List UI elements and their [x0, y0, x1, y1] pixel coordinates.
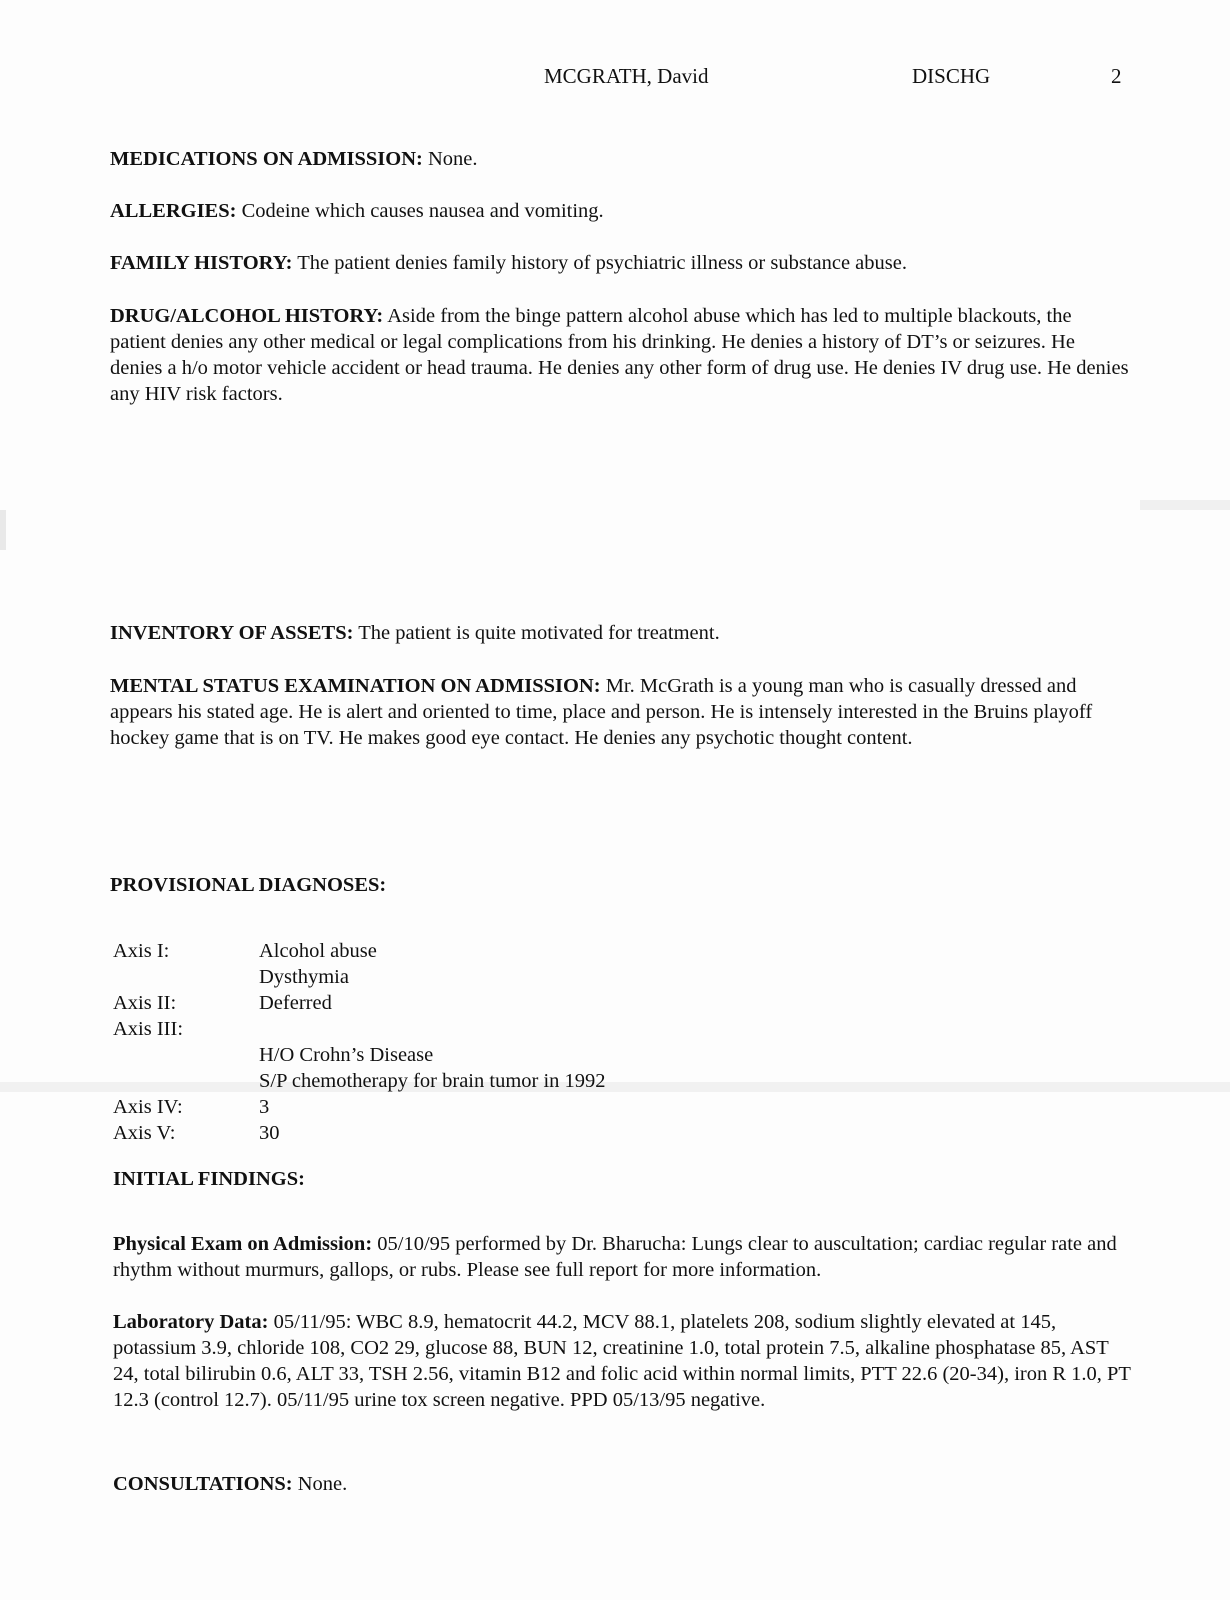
axis-value: Alcohol abuse — [259, 940, 377, 962]
mental-status-section — [110, 673, 1130, 751]
axis-row — [113, 1016, 606, 1094]
medications-section — [110, 146, 1130, 172]
axis-values — [259, 1016, 606, 1094]
allergies-section — [110, 198, 1130, 224]
document-code: DISCHG — [912, 64, 991, 88]
laboratory-data-text: 05/11/95: WBC 8.9, hematocrit 44.2, MCV 88.1, platelets 208, sodium slightly elevated at 145, potassium 3.9, chloride 108, CO2 29, glucose 88, BUN 12, creatinine 1.0, total protein 7.5, alkaline phosphatase 85, AST 24, total bilirubin 0.6, ALT 33, TSH 2.56, vitamin B12 and folic acid within normal limits, PTT 22.6 (20-34), iron R 1.0, PT 12.3 (control 12.7). 05/11/95 urine tox screen negative. PPD 05/13/95 negative. — [113, 1311, 1131, 1411]
drug-history-label: DRUG/ALCOHOL HISTORY: — [110, 305, 384, 327]
allergies-text: Codeine which causes nausea and vomiting. — [241, 200, 604, 222]
scan-artifact — [0, 510, 6, 550]
axis-values — [259, 1094, 269, 1120]
initial-findings-title — [113, 1166, 1133, 1192]
patient-name: MCGRATH, David — [544, 64, 709, 88]
mental-status-text: Mr. McGrath is a young man who is casually dressed and appears his stated age. He is alert and oriented to time, place and person. He is intensely interested in the Bruins playoff hockey game that is on TV. He makes good eye contact. He denies any psychotic thought content. — [110, 675, 1093, 749]
consultations-text: None. — [297, 1473, 348, 1495]
axis-value: 3 — [259, 1096, 270, 1118]
axis-value: Deferred — [259, 992, 332, 1014]
inventory-text: The patient is quite motivated for treatment. — [358, 622, 720, 644]
page-number: 2 — [1111, 64, 1122, 88]
axis-label: Axis IV: — [113, 1096, 183, 1118]
scan-artifact — [1140, 500, 1230, 510]
inventory-section — [110, 620, 1130, 646]
axis-label: Axis II: — [113, 992, 177, 1014]
family-history-label: FAMILY HISTORY: — [110, 252, 293, 274]
axis-value: S/P chemotherapy for brain tumor in 1992 — [259, 1070, 606, 1092]
initial-findings-heading: INITIAL FINDINGS: — [113, 1168, 305, 1190]
consultations-section — [113, 1471, 1133, 1497]
family-history-section — [110, 250, 1130, 276]
physical-exam-label: Physical Exam on Admission: — [113, 1233, 373, 1255]
axis-value — [259, 1016, 606, 1042]
axis-label: Axis III: — [113, 1018, 184, 1040]
family-history-text: The patient denies family history of psychiatric illness or substance abuse. — [297, 252, 907, 274]
laboratory-data-section — [113, 1309, 1133, 1413]
axis-value: H/O Crohn’s Disease — [259, 1044, 434, 1066]
mental-status-label: MENTAL STATUS EXAMINATION ON ADMISSION: — [110, 675, 601, 697]
drug-history-text: Aside from the binge pattern alcohol abuse which has led to multiple blackouts, the patient denies any other medical or legal complications from his drinking. He denies a history of DT’s or seizures. He denies a h/o motor vehicle accident or head trauma. He denies any other form of drug use. He denies IV drug use. He denies any HIV risk factors. — [110, 305, 1129, 405]
consultations-label: CONSULTATIONS: — [113, 1473, 293, 1495]
axis-row — [113, 990, 606, 1016]
provisional-diagnoses-title — [110, 872, 1130, 898]
diagnoses-title: PROVISIONAL DIAGNOSES: — [110, 874, 387, 896]
axis-row — [113, 1094, 606, 1120]
axis-value: 30 — [259, 1122, 280, 1144]
physical-exam-text: 05/10/95 performed by Dr. Bharucha: Lungs clear to auscultation; cardiac regular rate and rhythm without murmurs, gallops, or rubs. Please see full report for more information. — [113, 1233, 1117, 1281]
axis-values — [259, 990, 332, 1016]
laboratory-data-label: Laboratory Data: — [113, 1311, 269, 1333]
axis-row — [113, 938, 606, 990]
medications-label: MEDICATIONS ON ADMISSION: — [110, 148, 423, 170]
axis-row — [113, 1120, 606, 1146]
axis-label: Axis I: — [113, 940, 170, 962]
axis-values — [259, 1120, 280, 1146]
axis-label: Axis V: — [113, 1122, 176, 1144]
page-header — [0, 64, 1230, 94]
drug-history-section — [110, 303, 1130, 407]
inventory-label: INVENTORY OF ASSETS: — [110, 622, 354, 644]
allergies-label: ALLERGIES: — [110, 200, 237, 222]
axis-value: Dysthymia — [259, 966, 349, 988]
axis-values — [259, 938, 377, 990]
diagnoses-axes — [113, 938, 606, 1146]
physical-exam-section — [113, 1231, 1133, 1283]
medications-text: None. — [427, 148, 478, 170]
